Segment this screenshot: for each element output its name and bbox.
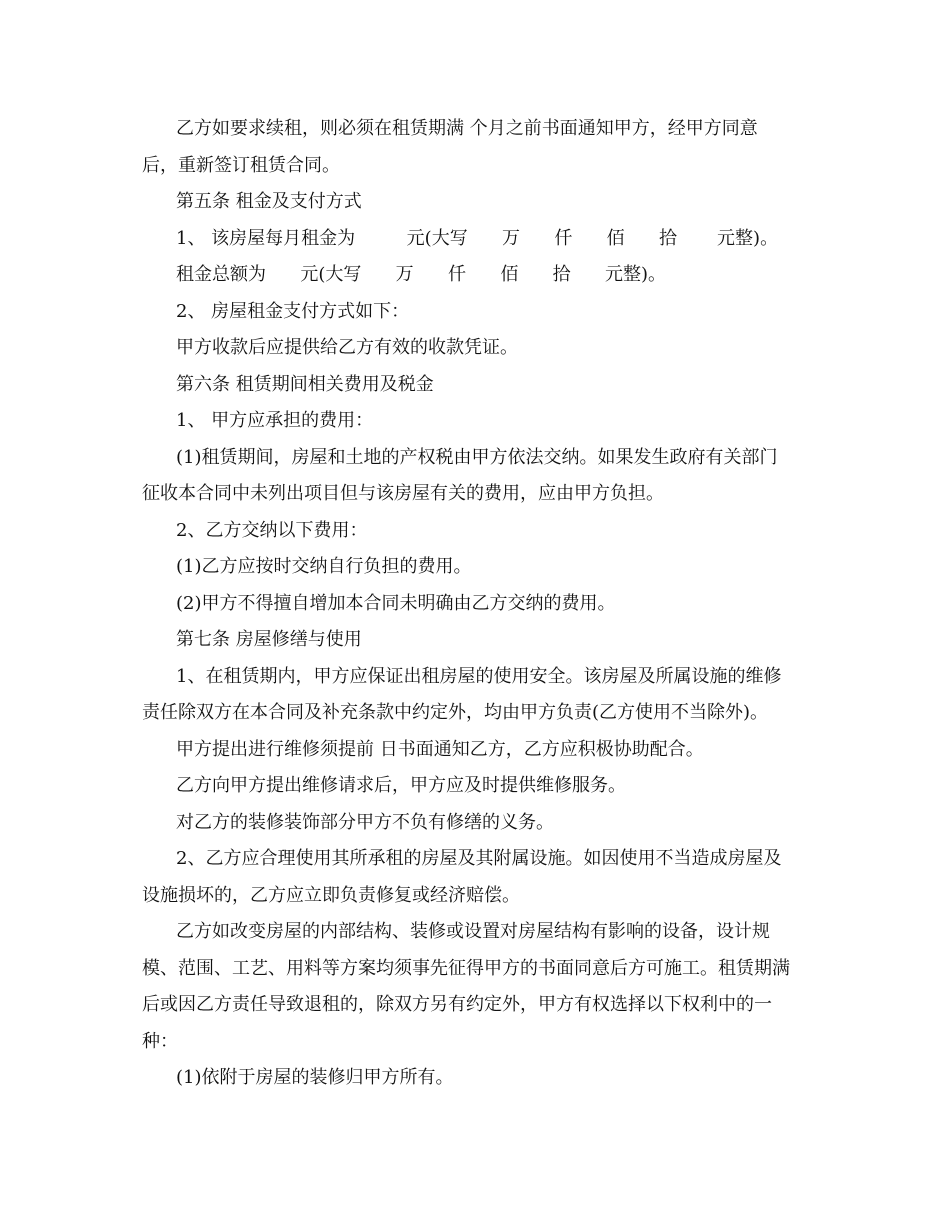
- text-line-21: 2、乙方应合理使用其所承租的房屋及其附属设施。如因使用不当造成房屋及: [176, 848, 782, 869]
- text-line-06: 2、 房屋租金支付方式如下：: [176, 300, 410, 322]
- text-line-07: 甲方收款后应提供给乙方有效的收款凭证。: [176, 337, 518, 358]
- section-heading-6: 第六条 租赁期间相关费用及税金: [176, 373, 434, 395]
- section-heading-5: 第五条 租金及支付方式: [176, 191, 362, 212]
- text-line-02: 后，重新签订租赁合同。: [142, 154, 340, 176]
- text-line-01: 乙方如要求续租，则必须在租赁期满 个月之前书面通知甲方，经甲方同意: [176, 118, 758, 139]
- text-line-18: 甲方提出进行维修须提前 日书面通知乙方，乙方应积极协助配合。: [176, 738, 704, 760]
- text-line-10: (1)租赁期间，房屋和土地的产权税由甲方依法交纳。如果发生政府有关部门: [176, 446, 778, 468]
- text-line-23: 乙方如改变房屋的内部结构、装修或设置对房屋结构有影响的设备，设计规: [176, 921, 770, 942]
- text-line-04: 1、 该房屋每月租金为 元(大写 万 仟 佰 拾 元整)。: [176, 227, 779, 249]
- text-line-22: 设施损坏的，乙方应立即负责修复或经济赔偿。: [142, 884, 520, 906]
- text-line-13: (1)乙方应按时交纳自行负担的费用。: [176, 556, 472, 577]
- text-line-12: 2、乙方交纳以下费用：: [176, 519, 368, 541]
- text-line-17: 责任除双方在本合同及补充条款中约定外，均由甲方负责(乙方使用不当除外)。: [142, 702, 769, 723]
- text-line-14: (2)甲方不得擅自增加本合同未明确由乙方交纳的费用。: [176, 592, 616, 614]
- section-heading-7: 第七条 房屋修缮与使用: [176, 629, 362, 650]
- text-line-20: 对乙方的装修装饰部分甲方不负有修缮的义务。: [176, 811, 554, 833]
- text-line-05: 租金总额为 元(大写 万 仟 佰 拾 元整)。: [176, 264, 667, 285]
- text-line-19: 乙方向甲方提出维修请求后，甲方应及时提供维修服务。: [176, 775, 626, 796]
- text-line-09: 1、 甲方应承担的费用：: [176, 410, 374, 431]
- document-body: [142, 111, 812, 1097]
- text-line-16: 1、在租赁期内，甲方应保证出租房屋的使用安全。该房屋及所属设施的维修: [176, 665, 782, 687]
- text-line-11: 征收本合同中未列出项目但与该房屋有关的费用，应由甲方负担。: [142, 483, 664, 504]
- text-line-26: 种：: [142, 1030, 178, 1052]
- text-line-24: 模、范围、工艺、用料等方案均须事先征得甲方的书面同意后方可施工。租赁期满: [142, 957, 790, 979]
- text-line-25: 后或因乙方责任导致退租的，除双方另有约定外，甲方有权选择以下权利中的一: [142, 994, 772, 1015]
- text-line-27: (1)依附于房屋的装修归甲方所有。: [176, 1067, 454, 1088]
